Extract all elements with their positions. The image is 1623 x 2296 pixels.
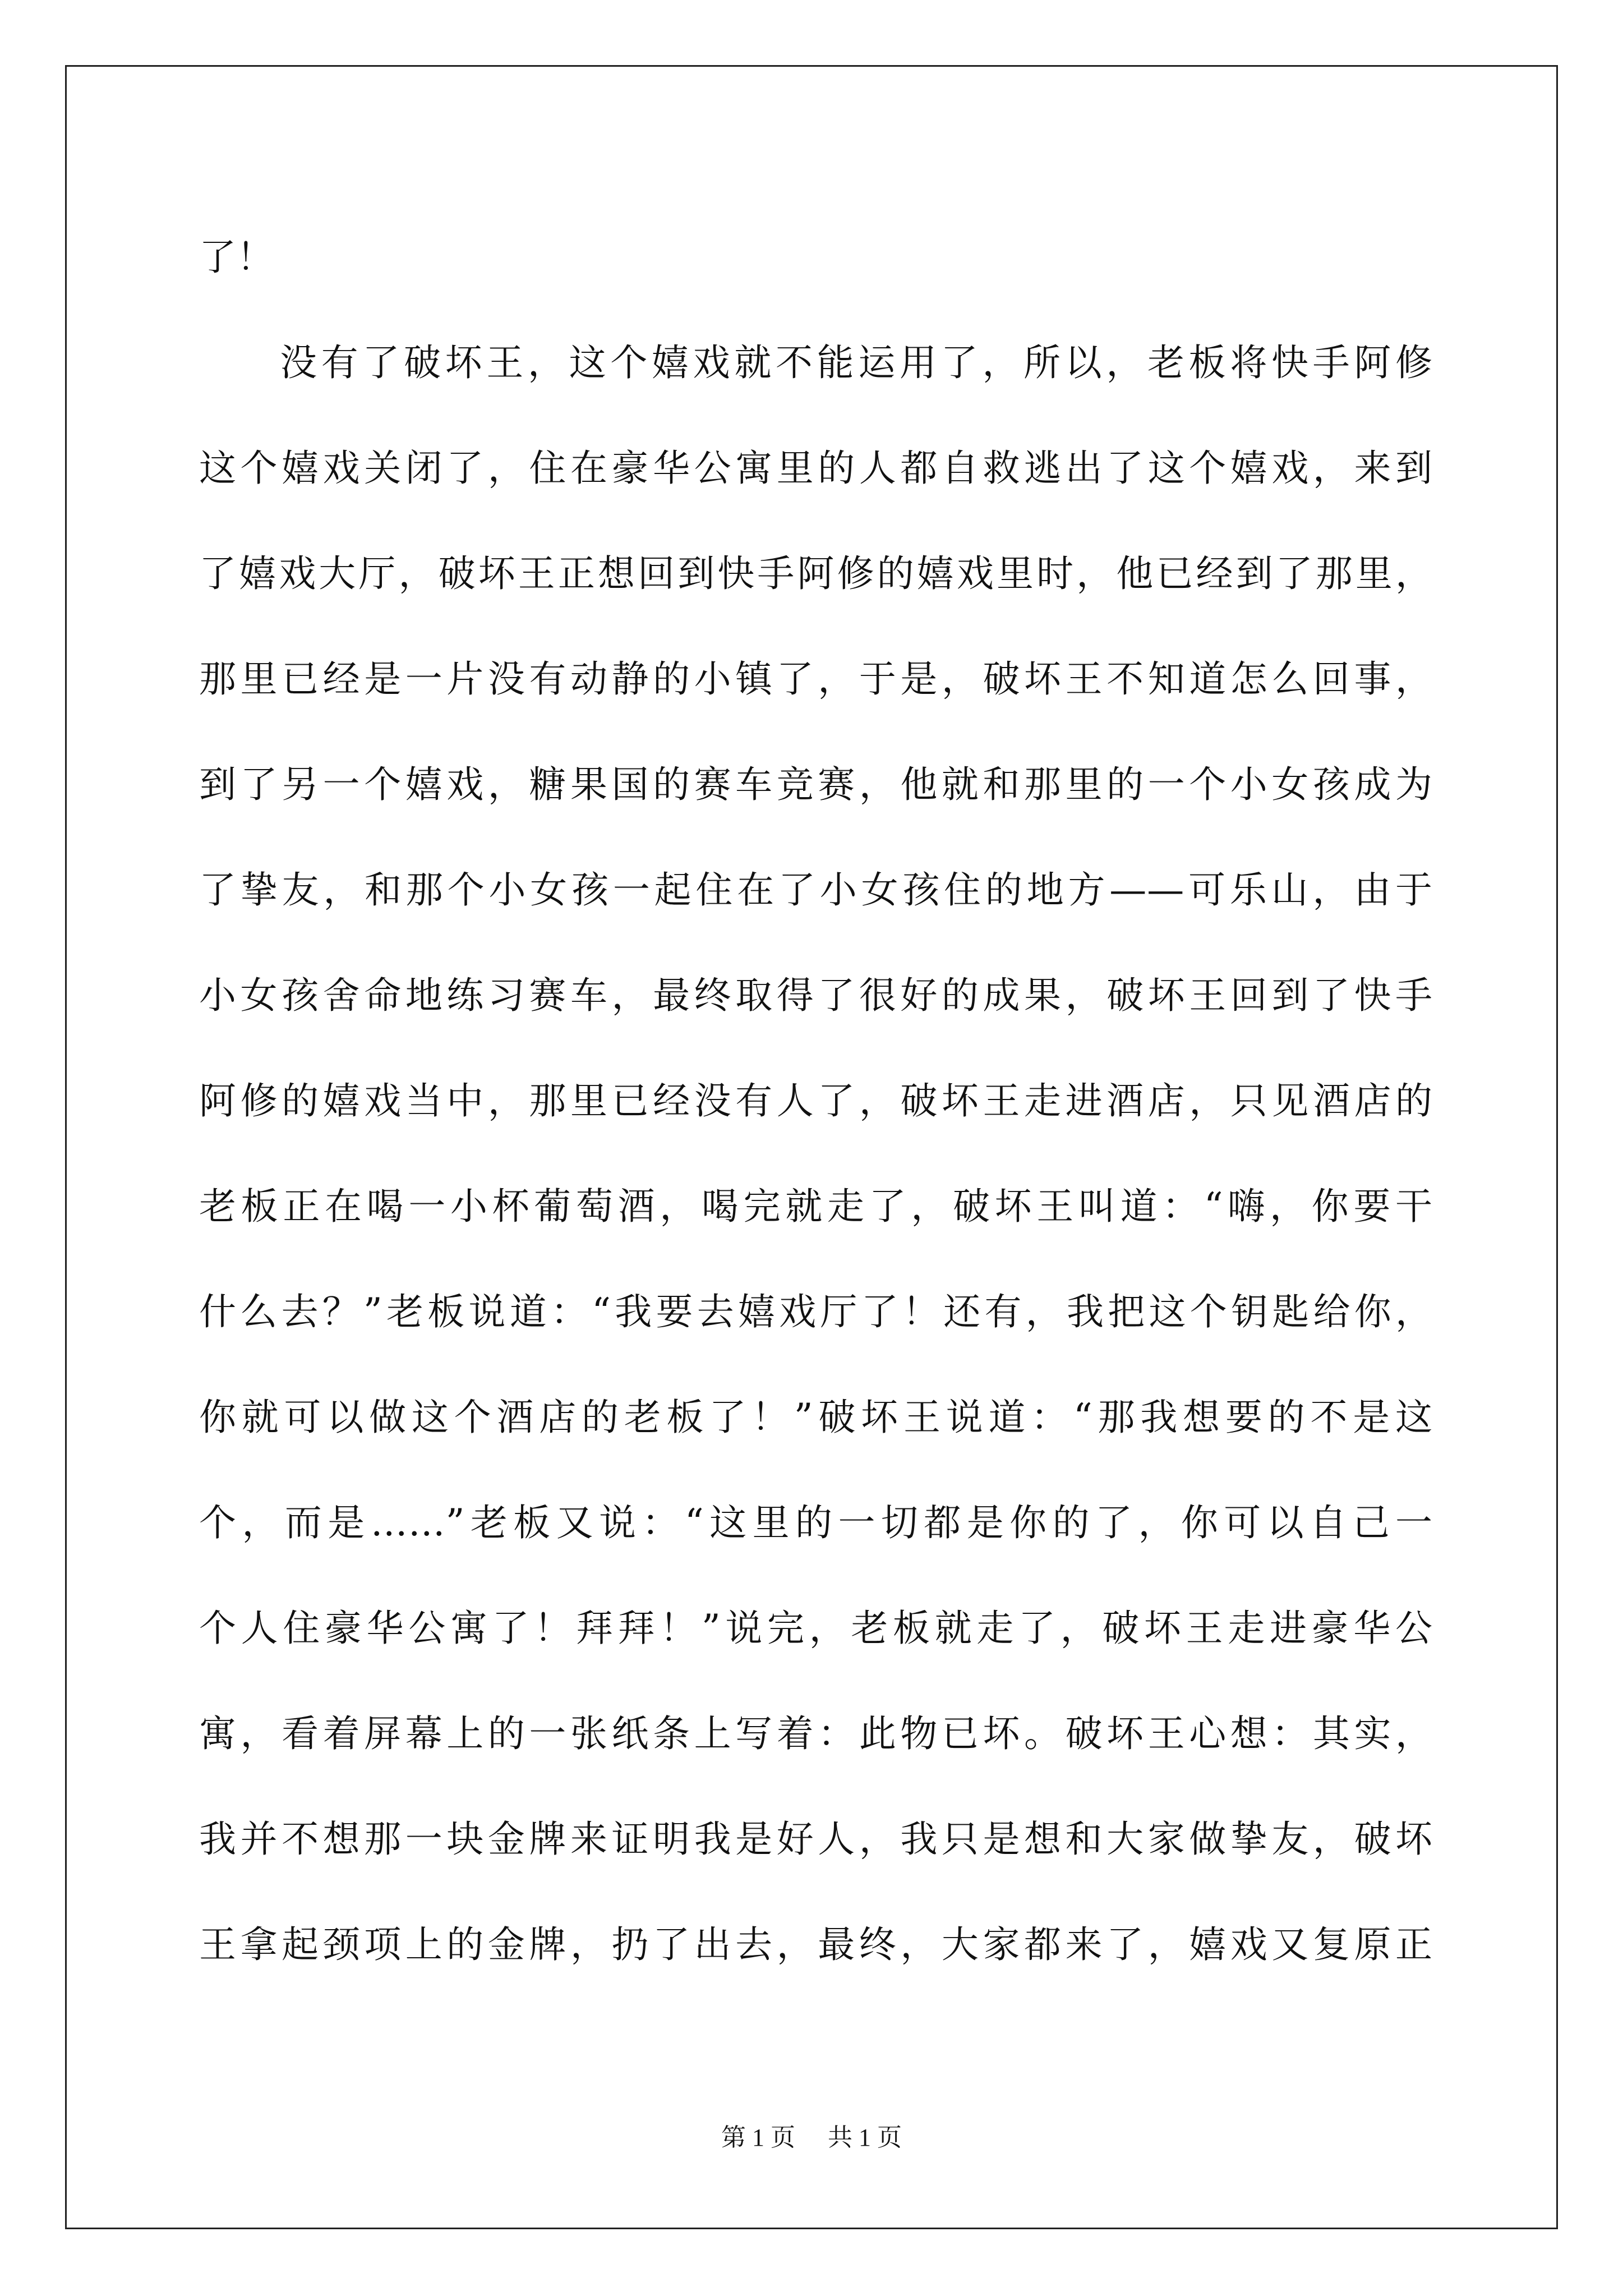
text-line: 个人住豪华公寓了！拜拜！”说完，老板就走了，破坏王走进豪华公 xyxy=(199,1607,1433,1650)
page-number: 第 1 页 xyxy=(721,2124,795,2151)
text-line: 老板正在喝一小杯葡萄酒，喝完就走了，破坏王叫道：“嗨，你要干 xyxy=(199,1185,1433,1228)
text-line: 了！ xyxy=(199,236,274,279)
page-total: 共 1 页 xyxy=(828,2124,902,2151)
text-line: 阿修的嬉戏当中，那里已经没有人了，破坏王走进酒店，只见酒店的 xyxy=(199,1079,1433,1122)
text-line: 寓，看着屏幕上的一张纸条上写着：此物已坏。破坏王心想：其实， xyxy=(199,1712,1433,1755)
page-footer xyxy=(0,2117,1623,2153)
text-line: 我并不想那一块金牌来证明我是好人，我只是想和大家做挚友，破坏 xyxy=(199,1818,1433,1861)
text-line: 小女孩舍命地练习赛车，最终取得了很好的成果，破坏王回到了快手 xyxy=(199,974,1433,1017)
text-line: 个，而是……”老板又说：“这里的一切都是你的了，你可以自己一 xyxy=(199,1501,1433,1544)
text-line: 你就可以做这个酒店的老板了！”破坏王说道：“那我想要的不是这 xyxy=(199,1396,1433,1439)
text-line: 没有了破坏王，这个嬉戏就不能运用了，所以，老板将快手阿修 xyxy=(280,341,1433,384)
text-line: 了挚友，和那个小女孩一起住在了小女孩住的地方——可乐山，由于 xyxy=(199,868,1433,912)
text-line: 什么去？”老板说道：“我要去嬉戏厅了！还有，我把这个钥匙给你， xyxy=(199,1290,1433,1333)
text-line: 了嬉戏大厅，破坏王正想回到快手阿修的嬉戏里时，他已经到了那里， xyxy=(199,552,1433,595)
text-line: 王拿起颈项上的金牌，扔了出去，最终，大家都来了，嬉戏又复原正 xyxy=(199,1923,1433,1966)
document-body xyxy=(199,205,1433,1998)
text-line: 那里已经是一片没有动静的小镇了，于是，破坏王不知道怎么回事， xyxy=(199,657,1433,701)
text-line: 到了另一个嬉戏，糖果国的赛车竞赛，他就和那里的一个小女孩成为 xyxy=(199,763,1433,806)
text-line: 这个嬉戏关闭了，住在豪华公寓里的人都自救逃出了这个嬉戏，来到 xyxy=(199,447,1433,490)
